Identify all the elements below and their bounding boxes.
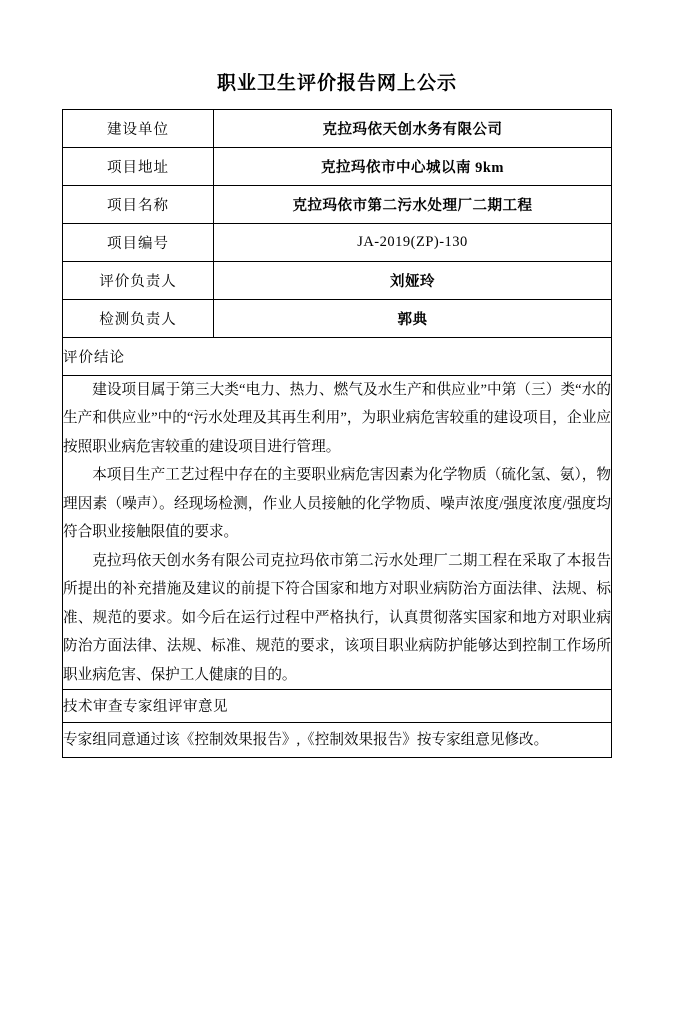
document-page: [0, 68, 674, 1013]
conclusion-header: 评价结论: [63, 338, 612, 376]
row-value-project-address: 克拉玛依市中心城以南 9km: [214, 148, 612, 186]
row-label-project-address: 项目地址: [63, 148, 214, 186]
row-value-project-number: JA-2019(ZP)-130: [214, 224, 612, 262]
table-row: [63, 300, 612, 338]
table-row: [63, 186, 612, 224]
conclusion-paragraph-2: 本项目生产工艺过程中存在的主要职业病危害因素为化学物质（硫化氢、氨），物理因素（噪声）。经现场检测，作业人员接触的化学物质、噪声浓度/强度浓度/强度均符合职业接触限值的要求。: [63, 467, 611, 541]
table-row: [63, 689, 612, 722]
table-row: [63, 224, 612, 262]
row-label-project-number: 项目编号: [63, 224, 214, 262]
row-label-construction-unit: 建设单位: [63, 110, 214, 148]
conclusion-paragraph-1: 建设项目属于第三大类“电力、热力、燃气及水生产和供应业”中第（三）类“水的生产和供应业”中的“污水处理及其再生利用”，为职业病危害较重的建设项目，企业应按照职业病危害较重的建设项目进行管理。: [63, 382, 611, 455]
review-header: 技术审查专家组评审意见: [63, 689, 612, 722]
public-notice-table: [62, 109, 612, 758]
conclusion-body: [63, 376, 612, 690]
public-notice-table-wrap: [62, 109, 612, 758]
row-value-construction-unit: 克拉玛依天创水务有限公司: [214, 110, 612, 148]
table-row: [63, 262, 612, 300]
row-label-testing-lead: 检测负责人: [63, 300, 214, 338]
row-value-assessment-lead: 刘娅玲: [214, 262, 612, 300]
table-row: [63, 110, 612, 148]
review-text: 专家组同意通过该《控制效果报告》,《控制效果报告》按专家组意见修改。: [63, 722, 612, 757]
table-row: [63, 148, 612, 186]
page-title: 职业卫生评价报告网上公示: [216, 73, 457, 94]
row-label-project-name: 项目名称: [63, 186, 214, 224]
row-value-testing-lead: 郭典: [214, 300, 612, 338]
conclusion-paragraph-3: 克拉玛依天创水务有限公司克拉玛依市第二污水处理厂二期工程在采取了本报告所提出的补充措施及建议的前提下符合国家和地方对职业病防治方面法律、法规、标准、规范的要求。如今后在运行过程中严格执行，认真贯彻落实国家和地方对职业病防治方面法律、法规、标准、规范的要求，该项目职业病防护能够达到控制工作场所职业病危害、保护工人健康的目的。: [63, 552, 611, 683]
table-row: [63, 722, 612, 757]
row-value-project-name: 克拉玛依市第二污水处理厂二期工程: [214, 186, 612, 224]
row-label-assessment-lead: 评价负责人: [63, 262, 214, 300]
table-row: [63, 338, 612, 376]
table-row: [63, 376, 612, 690]
